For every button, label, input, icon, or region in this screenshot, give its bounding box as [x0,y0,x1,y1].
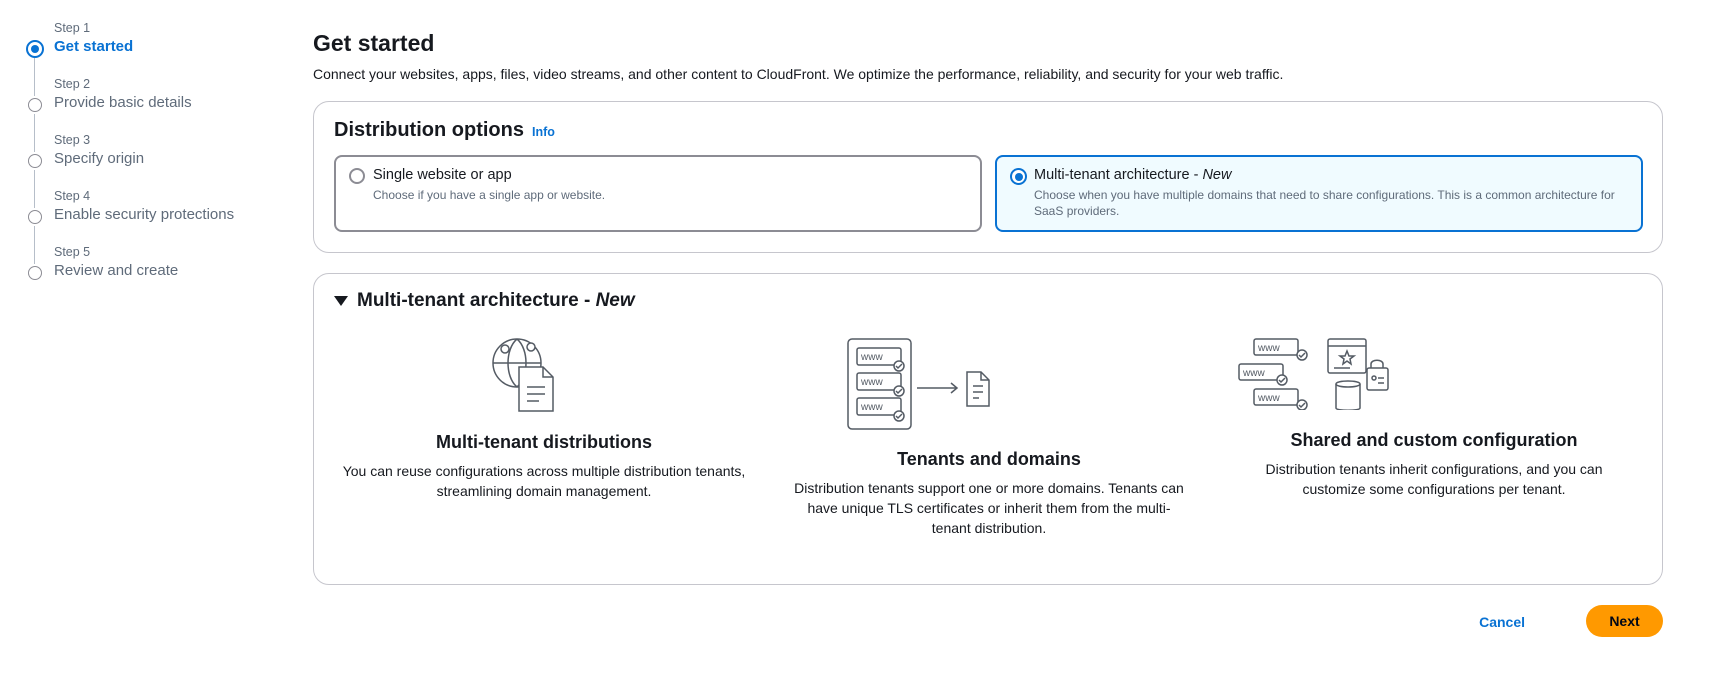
step-current-icon [26,40,44,58]
caret-down-icon[interactable] [334,296,348,306]
step-pending-icon [28,98,42,112]
new-label: New [595,290,635,311]
page-description: Connect your websites, apps, files, video streams, and other content to CloudFront. We optimize the performance, reliability, and security for your web traffic. [313,66,1284,82]
feature-shared-custom-configuration [1204,430,1664,499]
cancel-button[interactable]: Cancel [1479,614,1525,630]
www-config-lock-icon [1238,338,1392,410]
step-pending-icon [28,266,42,280]
step-number: Step 4 [54,189,91,203]
step-title: Review and create [54,262,179,279]
feature-multi-tenant-distributions [314,432,774,501]
next-button[interactable]: Next [1586,605,1663,637]
page-title: Get started [313,30,435,56]
multi-tenant-heading-text: Multi-tenant architecture - [357,290,596,311]
option-title-text: Multi-tenant architecture - [1034,167,1203,183]
wizard-step-1[interactable] [26,20,266,76]
globe-document-icon [491,337,557,413]
multi-tenant-panel [313,273,1663,585]
www-label: www [1258,393,1280,404]
multi-tenant-expander[interactable] [334,290,635,312]
distribution-options-panel [313,101,1663,253]
info-link[interactable]: Info [531,125,555,139]
wizard-step-2[interactable] [26,76,266,132]
step-title: Enable security protections [54,206,235,223]
distribution-options-heading: Distribution options [334,119,524,141]
option-title: Single website or app [373,167,512,183]
step-number: Step 1 [54,21,91,35]
radio-button[interactable] [349,168,365,184]
www-label: www [1258,343,1280,354]
feature-description: Distribution tenants inherit configurations, and you can customize some configurations per tenant. [1265,461,1603,497]
option-title [1034,167,1231,183]
feature-title: Shared and custom configuration [1290,430,1578,450]
distribution-options-header [334,119,555,142]
feature-title: Multi-tenant distributions [436,432,652,452]
option-multi-tenant[interactable] [995,155,1643,232]
step-title[interactable]: Get started [54,38,134,55]
feature-title: Tenants and domains [897,449,1081,469]
wizard-actions [313,605,1663,639]
multi-tenant-heading [357,290,635,312]
step-number: Step 5 [54,245,91,259]
www-label: www [861,352,883,363]
www-label: www [861,377,883,388]
step-title: Specify origin [54,150,145,167]
wizard-step-4[interactable] [26,188,266,244]
www-label: www [1243,368,1265,379]
step-title: Provide basic details [54,94,192,111]
feature-description: Distribution tenants support one or more domains. Tenants can have unique TLS certificates or inherit them from the multi-tenant distribution. [794,480,1184,536]
step-number: Step 3 [54,133,91,147]
step-number: Step 2 [54,77,91,91]
step-pending-icon [28,154,42,168]
feature-description: You can reuse configurations across multiple distribution tenants, streamlining domain management. [342,463,746,499]
radio-button-selected[interactable] [1010,168,1027,185]
wizard-step-5[interactable] [26,244,266,300]
option-description: Choose when you have multiple domains that need to share configurations. This is a common architecture for SaaS providers. [1034,188,1615,218]
option-description: Choose if you have a single app or website. [373,188,606,202]
wizard-step-3[interactable] [26,132,266,188]
www-label: www [861,402,883,413]
new-label: New [1202,167,1232,183]
option-single-website[interactable] [334,155,982,232]
www-list-arrow-document-icon [847,338,992,430]
feature-tenants-and-domains [769,449,1209,538]
wizard-steps [26,20,266,300]
step-pending-icon [28,210,42,224]
